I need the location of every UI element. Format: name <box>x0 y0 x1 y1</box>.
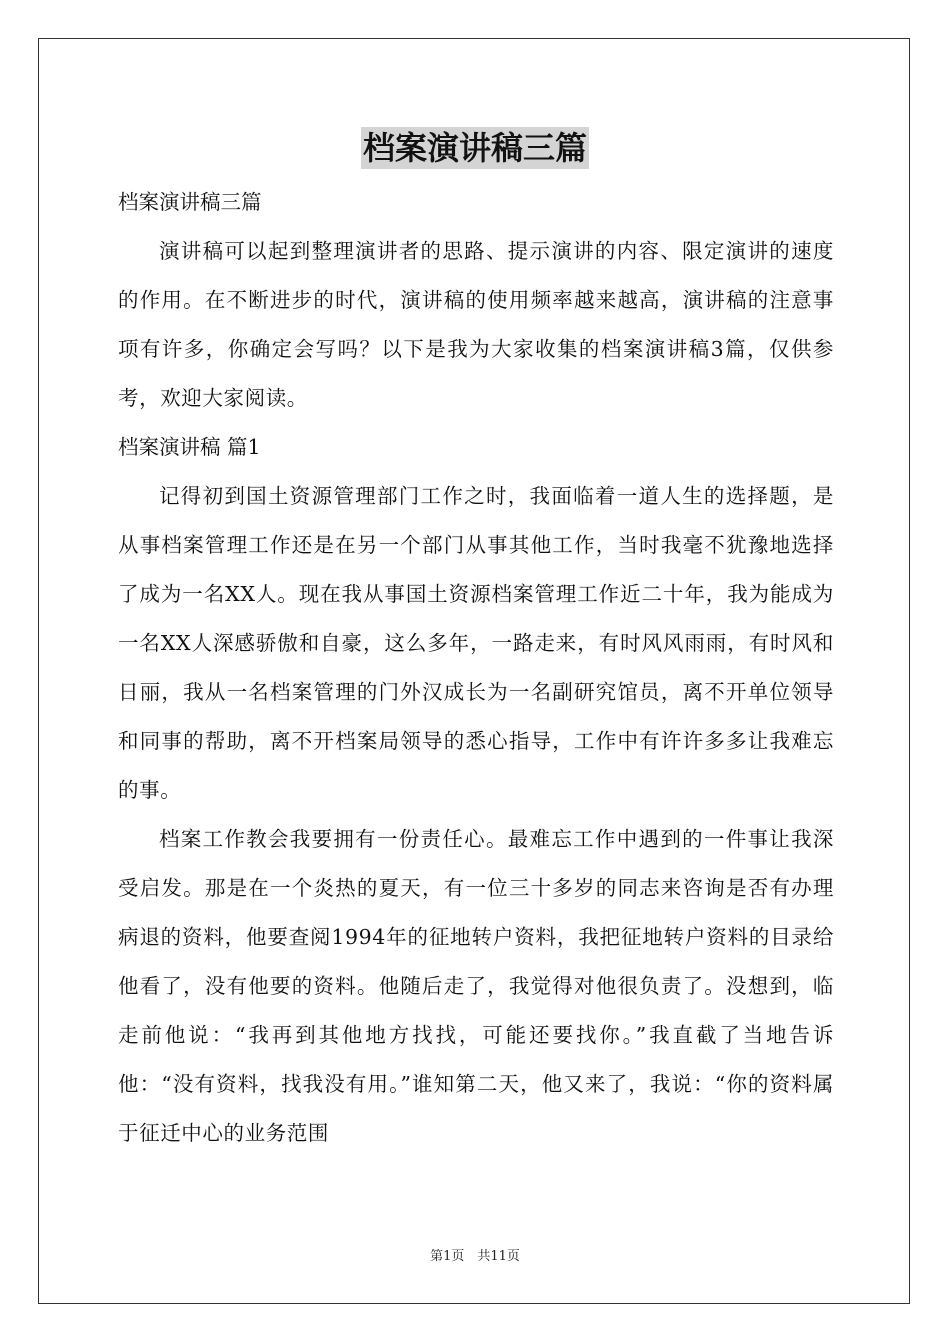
section-paragraph-1: 记得初到国土资源管理部门工作之时，我面临着一道人生的选择题，是从事档案管理工作还是在另一个部门从事其他工作，当时我毫不犹豫地选择了成为一名XX人。现在我从事国土资源档案管理工作近二十年，我为能成为一名XX人深感骄傲和自豪，这么多年，一路走来，有时风风雨雨，有时风和日丽，我从一名档案管理的门外汉成长为一名副研究馆员，离不开单位领导和同事的帮助，离不开档案局领导的悉心指导，工作中有许许多多让我难忘的事。 <box>118 484 834 802</box>
title-container <box>0 127 950 169</box>
document-title: 档案演讲稿三篇 <box>362 129 587 167</box>
section-paragraph-2: 档案工作教会我要拥有一份责任心。最难忘工作中遇到的一件事让我深受启发。那是在一个炎热的夏天，有一位三十多岁的同志来咨询是否有办理病退的资料，他要查阅1994年的征地转户资料，我把征地转户资料的目录给他看了，没有他要的资料。他随后走了，我觉得对他很负责了。没想到，临走前他说：“我再到其他地方找找，可能还要找你。”我直截了当地告诉他：“没有资料，找我没有用。”谁知第二天，他又来了，我说：“你的资料属于征迁中心的业务范围 <box>118 827 834 1145</box>
page-footer: 第1页 共11页 <box>430 1249 520 1264</box>
intro-paragraph: 演讲稿可以起到整理演讲者的思路、提示演讲的内容、限定演讲的速度的作用。在不断进步的时代，演讲稿的使用频率越来越高，演讲稿的注意事项有许多，你确定会写吗？以下是我为大家收集的档案演讲稿3篇，仅供参考，欢迎大家阅读。 <box>118 239 834 410</box>
document-subtitle: 档案演讲稿三篇 <box>118 190 262 214</box>
document-body <box>118 178 834 1158</box>
section-heading: 档案演讲稿 篇1 <box>118 435 261 459</box>
